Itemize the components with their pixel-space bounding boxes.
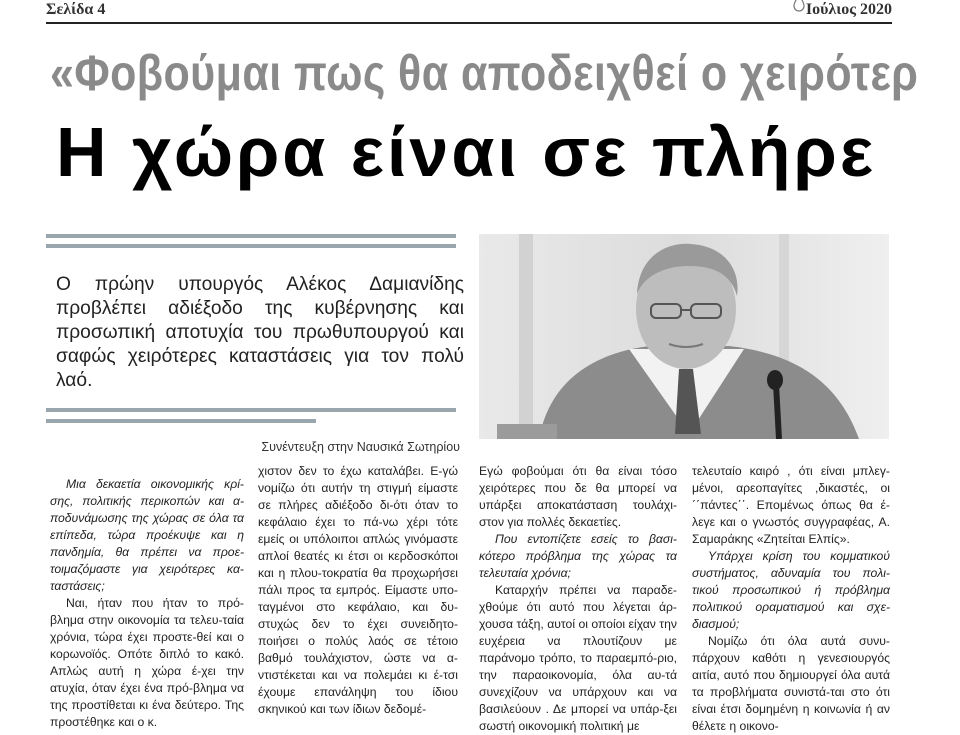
byline: Συνέντευξη στην Ναυσικά Σωτηρίου <box>261 440 460 454</box>
rule-bottom-2 <box>46 419 316 423</box>
answer-3-continued: τελευταίο καιρό , ότι είναι μπλεγ-μένοι, αρεοπαγίτες ,δικαστές, οι ΄΄πάντες΄΄. Επομένως όπως θα έ-λεγε και ο γνωστός συγγραφέας, Α. Σαμαράκης «Ζητείται Ελπίς». <box>692 464 890 546</box>
lead-paragraph: Ο πρώην υπουργός Αλέκος Δαμιανίδης προβλέπει αδιέξοδο της κυβέρνησης και προσωπική αποτυχία του πρωθυπουργού και σαφώς χειρότερες καταστάσεις για τον πολύ λαό. <box>56 274 464 391</box>
drop-logo-icon <box>792 0 806 12</box>
answer-4: Νομίζω ότι όλα αυτά συνυ-πάρχουν καθότι η γενεσιουργός αιτία, αυτό που δημιουργεί όλα αυτά τα προβλήματα συνιστά-ται στο ότι είναι έτσι δομημένη η κοινωνία ή αν θέλετε η οικονο- <box>692 634 890 733</box>
page-number: Σελίδα 4 <box>46 1 106 18</box>
column-2 <box>258 463 458 718</box>
rule-top-1 <box>46 234 456 238</box>
answer-2: Εγώ φοβούμαι ότι θα είναι τόσο χειρότερες που δε θα μπορεί να υπάρξει αποκατάσταση τουλάχι-στον για πολλές δεκαετίες. <box>479 464 677 529</box>
question-1: Μια δεκαετία οικονομικής κρί-σης, πολιτικής περικοπών και α-ποδυνάμωσης της χώρας σε όλα τα επίπεδα, τώρα προέκυψε και η πανδημία, θα πρέπει να προε-τοιμαζόμαστε για χειρότερες κα-ταστάσεις; <box>50 477 244 593</box>
page-header <box>46 0 892 24</box>
rule-top-2 <box>46 244 456 248</box>
answer-continued: χιστον δεν το έχω καταλάβει. Ε-γώ νομίζω ότι αυτήν τη στιγμή είμαστε σε πλήρες αδιέξοδο δι-ότι όταν το κεφάλαιο έχει το πά-νω χέρι τότε εμείς οι υπόλοιποι απλώς γινόμαστε απλοί θεατές κι έτσι οι κερδοσκόποι και η πλου-τοκρατία θα προχωρήσει πάλι προς τα εμπρός. Είμαστε υπο-ταγμένοι στο κεφάλαιο, και δυ-στυχώς δεν το έχει συνειδητο-ποιήσει ο πολύς λαός σε τέτοιο βαθμό τουλάχιστον, ώστε να α-ντιστέκεται και να πολεμάει κι έ-τσι έχουμε επανάληψη του ίδιου σκηνικού και των ίδιων δεδομέ- <box>258 464 458 716</box>
answer-1: Ναι, ήταν που ήταν το πρό-βλημα στην οικονομία τα τελευ-ταία χρόνια, τώρα έχει προστε-θεί και ο κορωνοϊός. Οπότε διπλό το κακό. Απλώς αυτή η χώρα έ-χει την ατυχία, όταν έχει ένα πρό-βλημα να της προστίθεται κι ένα δεύτερο. Της προστέθηκε και ο κ. <box>50 596 244 729</box>
column-1 <box>50 476 244 731</box>
column-4 <box>692 463 890 735</box>
headline: Η χώρα είναι σε πλήρε <box>56 113 877 191</box>
answer-3: Καταρχήν πρέπει να παραδε-χθούμε ότι αυτό που λέγεται άρ-χουσα τάξη, αυτοί οι οποίοι είχαν την ευχέρεια να πλουτίζουν με παράνομο τρόπο, το παραεμπό-ριο, την παραοικονομία, όλα αυ-τά συνεχίζουν να υπάρχουν και να βασιλεύουν . Δε μπορεί να υπάρ-ξει σωστή οικονομική πολιτική με <box>479 583 677 733</box>
headline-kicker: «Φοβούμαι πως θα αποδειχθεί ο χειρότερ <box>50 45 919 101</box>
issue-date: Ιούλιος 2020 <box>805 1 892 18</box>
rule-bottom-1 <box>46 408 456 412</box>
question-3: Υπάρχει κρίση του κομματικού συστήματος, αδυναμία του πολι-τικού προσωπικού ή πρόβλημα πολιτικού οραματισμού και σχε-διασμού; <box>692 549 890 631</box>
interviewee-photo <box>479 234 889 439</box>
question-2: Που εντοπίζετε εσείς το βασι-κότερο πρόβλημα της χώρας τα τελευταία χρόνια; <box>479 532 677 580</box>
column-3 <box>479 463 677 735</box>
